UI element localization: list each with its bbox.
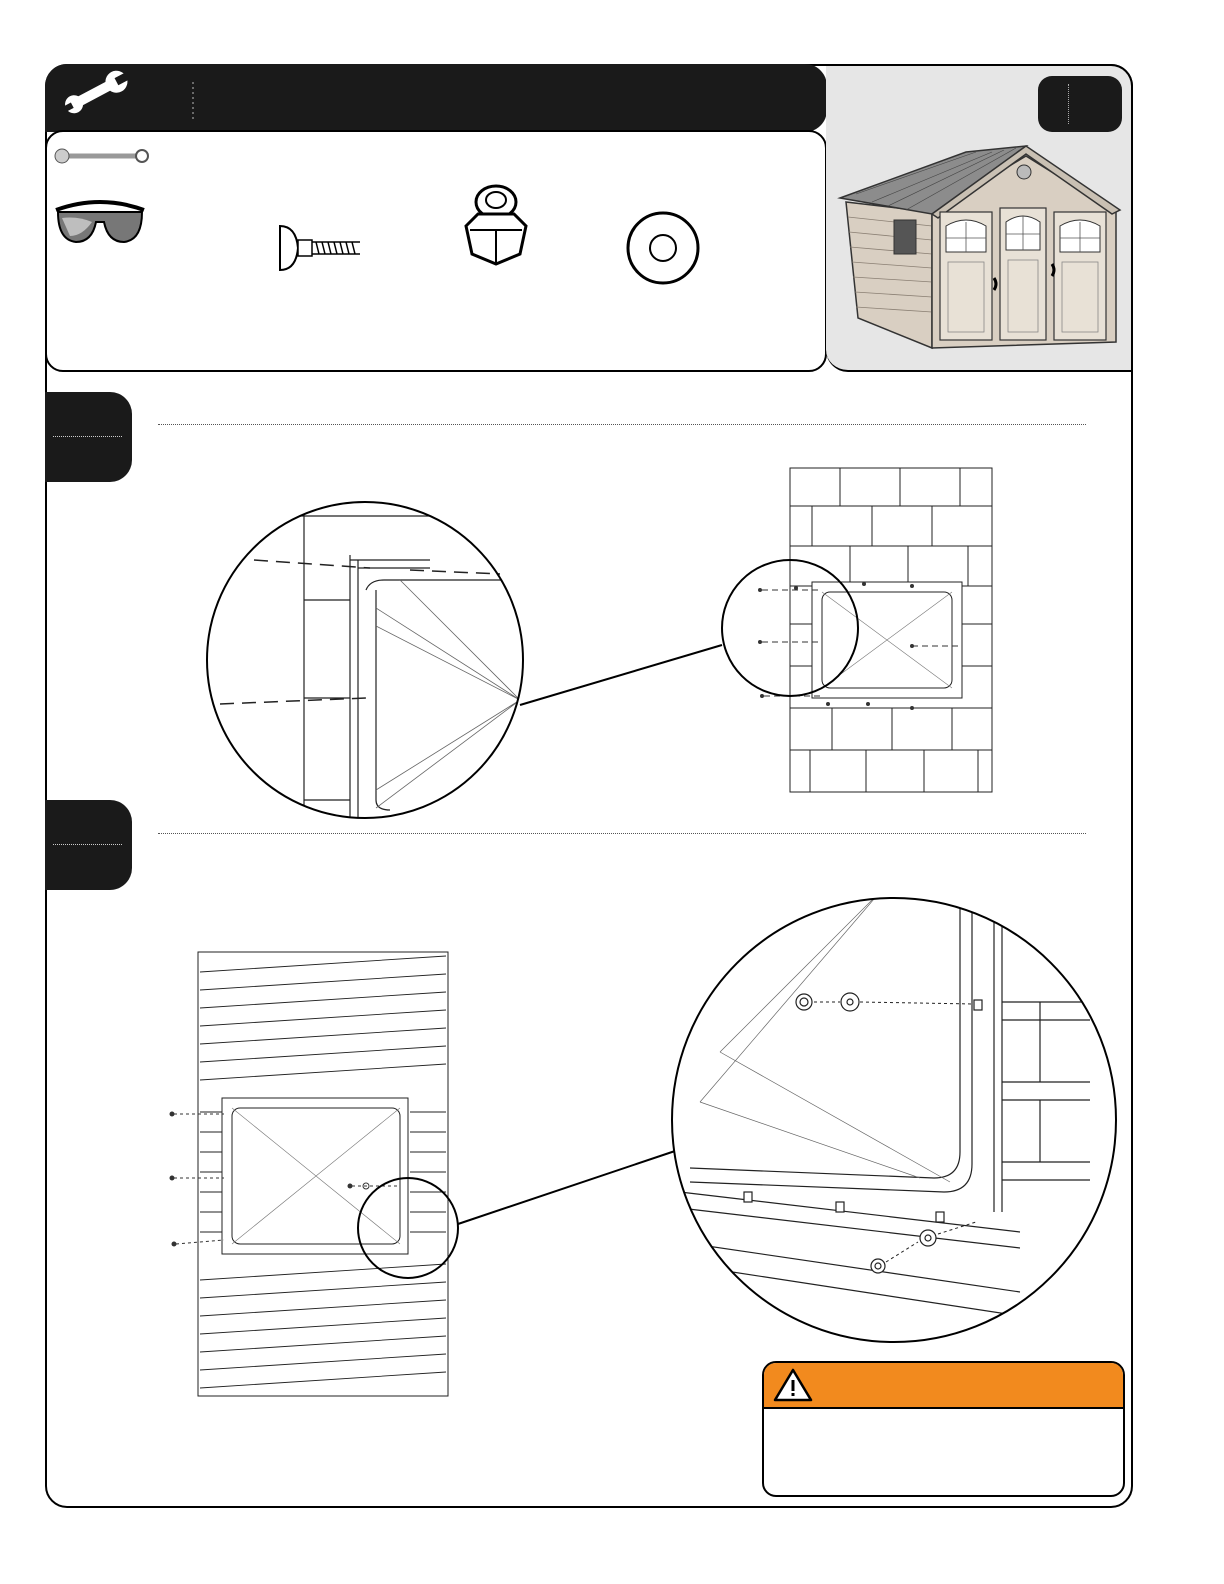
warning-box	[762, 1361, 1125, 1497]
shed-icon	[836, 142, 1122, 356]
header-bar	[45, 64, 827, 132]
carriage-bolt-icon	[276, 222, 366, 274]
step-1-divider	[158, 424, 1086, 425]
step-2-tab	[45, 800, 132, 890]
step-2-divider	[158, 833, 1086, 834]
safety-glasses-icon	[52, 196, 148, 252]
page-number-badge	[1038, 76, 1122, 132]
wrench-tool-icon	[52, 146, 152, 166]
nut-icon	[458, 180, 534, 270]
step-1-figure	[200, 460, 1020, 830]
washer-icon	[624, 210, 702, 286]
warning-triangle-icon	[772, 1367, 814, 1403]
warning-header	[764, 1363, 1123, 1409]
wrench-icon	[45, 64, 205, 132]
step-2-figure	[160, 892, 1124, 1402]
step-1-tab	[45, 392, 132, 482]
tools-box	[45, 130, 827, 372]
